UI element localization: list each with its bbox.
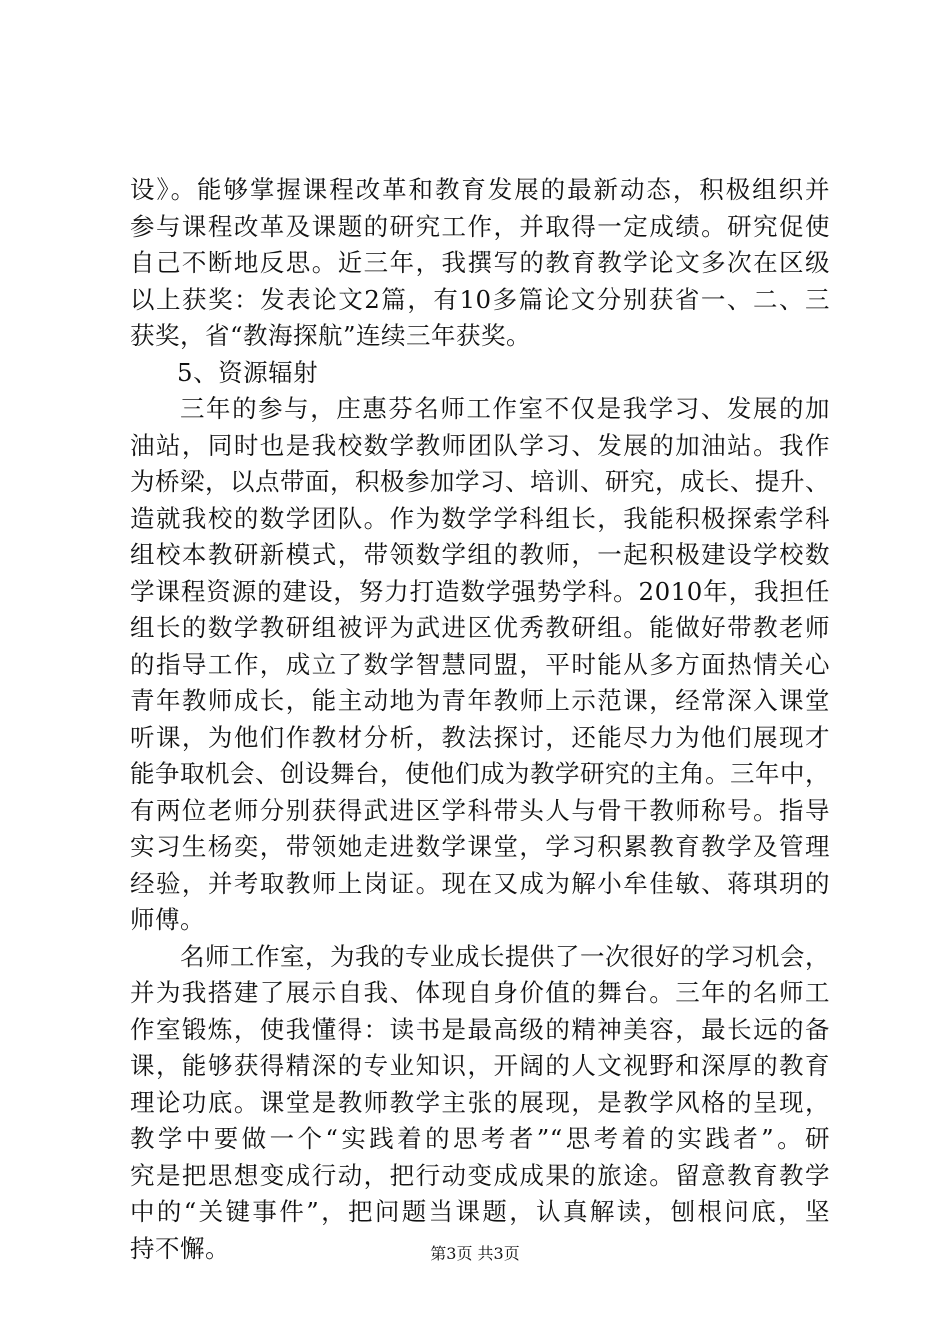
text-line: 教学中要做一个“实践着的思考者”“思考着的实践者”。研 [130, 1124, 830, 1153]
section-heading-text: 5、资源辐射 [177, 357, 319, 387]
text-line: 中的“关键事件”，把问题当课题，认真解读，刨根问底，坚 [130, 1197, 830, 1226]
text-line: 油站，同时也是我校数学教师团队学习、发展的加油站。我作 [130, 430, 830, 460]
text-line: 参与课程改革及课题的研究工作，并取得一定成绩。研究促使 [130, 211, 830, 241]
text-line: 师傅。 [130, 905, 205, 934]
text-line: 实习生杨奕，带领她走进数学课堂，学习积累教育教学及管理 [130, 832, 830, 861]
text-line: 的指导工作，成立了数学智慧同盟，平时能从多方面热情关心 [130, 649, 830, 679]
text-line: 持不懈。 [130, 1233, 230, 1263]
text-line: 设》。能够掌握课程改革和教育发展的最新动态，积极组织并 [130, 175, 830, 204]
text-line: 课，能够获得精深的专业知识，开阔的人文视野和深厚的教育 [130, 1051, 830, 1080]
text-line: 三年的参与，庄惠芬名师工作室不仅是我学习、发展的加 [180, 394, 830, 423]
text-line: 青年教师成长，能主动地为青年教师上示范课，经常深入课堂 [130, 686, 830, 715]
section-heading [130, 355, 830, 392]
paragraph-research [130, 172, 830, 355]
text-line: 能争取机会、创设舞台，使他们成为教学研究的主角。三年中， [130, 759, 830, 788]
page-number: 第3页 共3页 [430, 1244, 520, 1263]
paragraph-resource-radiation [130, 391, 830, 939]
text-line: 以上获奖：发表论文2篇，有10多篇论文分别获省一、二、三 [130, 284, 830, 314]
text-line: 学课程资源的建设，努力打造数学强势学科。2010年，我担任 [130, 576, 830, 606]
text-line: 为桥梁，以点带面，积极参加学习、培训、研究，成长、提升、 [130, 467, 830, 496]
document-body [130, 172, 830, 1267]
text-line: 组长的数学教研组被评为武进区优秀教研组。能做好带教老师 [130, 613, 830, 642]
text-line: 名师工作室，为我的专业成长提供了一次很好的学习机会， [180, 941, 830, 971]
text-line: 获奖，省“教海探航”连续三年获奖。 [130, 321, 532, 350]
text-line: 并为我搭建了展示自我、体现自身价值的舞台。三年的名师工 [130, 978, 830, 1007]
paragraph-conclusion [130, 939, 830, 1268]
text-line: 自己不断地反思。近三年，我撰写的教育教学论文多次在区级 [130, 248, 830, 277]
page-footer [0, 1244, 950, 1264]
text-line: 究是把思想变成行动，把行动变成成果的旅途。留意教育教学 [130, 1160, 830, 1190]
text-line: 作室锻炼，使我懂得：读书是最高级的精神美容，最长远的备 [130, 1014, 830, 1044]
text-line: 造就我校的数学团队。作为数学学科组长，我能积极探索学科 [130, 503, 830, 533]
text-line: 组校本教研新模式，带领数学组的教师，一起积极建设学校数 [130, 540, 830, 569]
text-line: 理论功底。课堂是教师教学主张的展现，是教学风格的呈现， [130, 1087, 830, 1117]
text-line: 经验，并考取教师上岗证。现在又成为解小牟佳敏、蒋琪玥的 [130, 868, 830, 898]
text-line: 有两位老师分别获得武进区学科带头人与骨干教师称号。指导 [130, 795, 830, 825]
text-line: 听课，为他们作教材分析，教法探讨，还能尽力为他们展现才 [130, 722, 830, 752]
